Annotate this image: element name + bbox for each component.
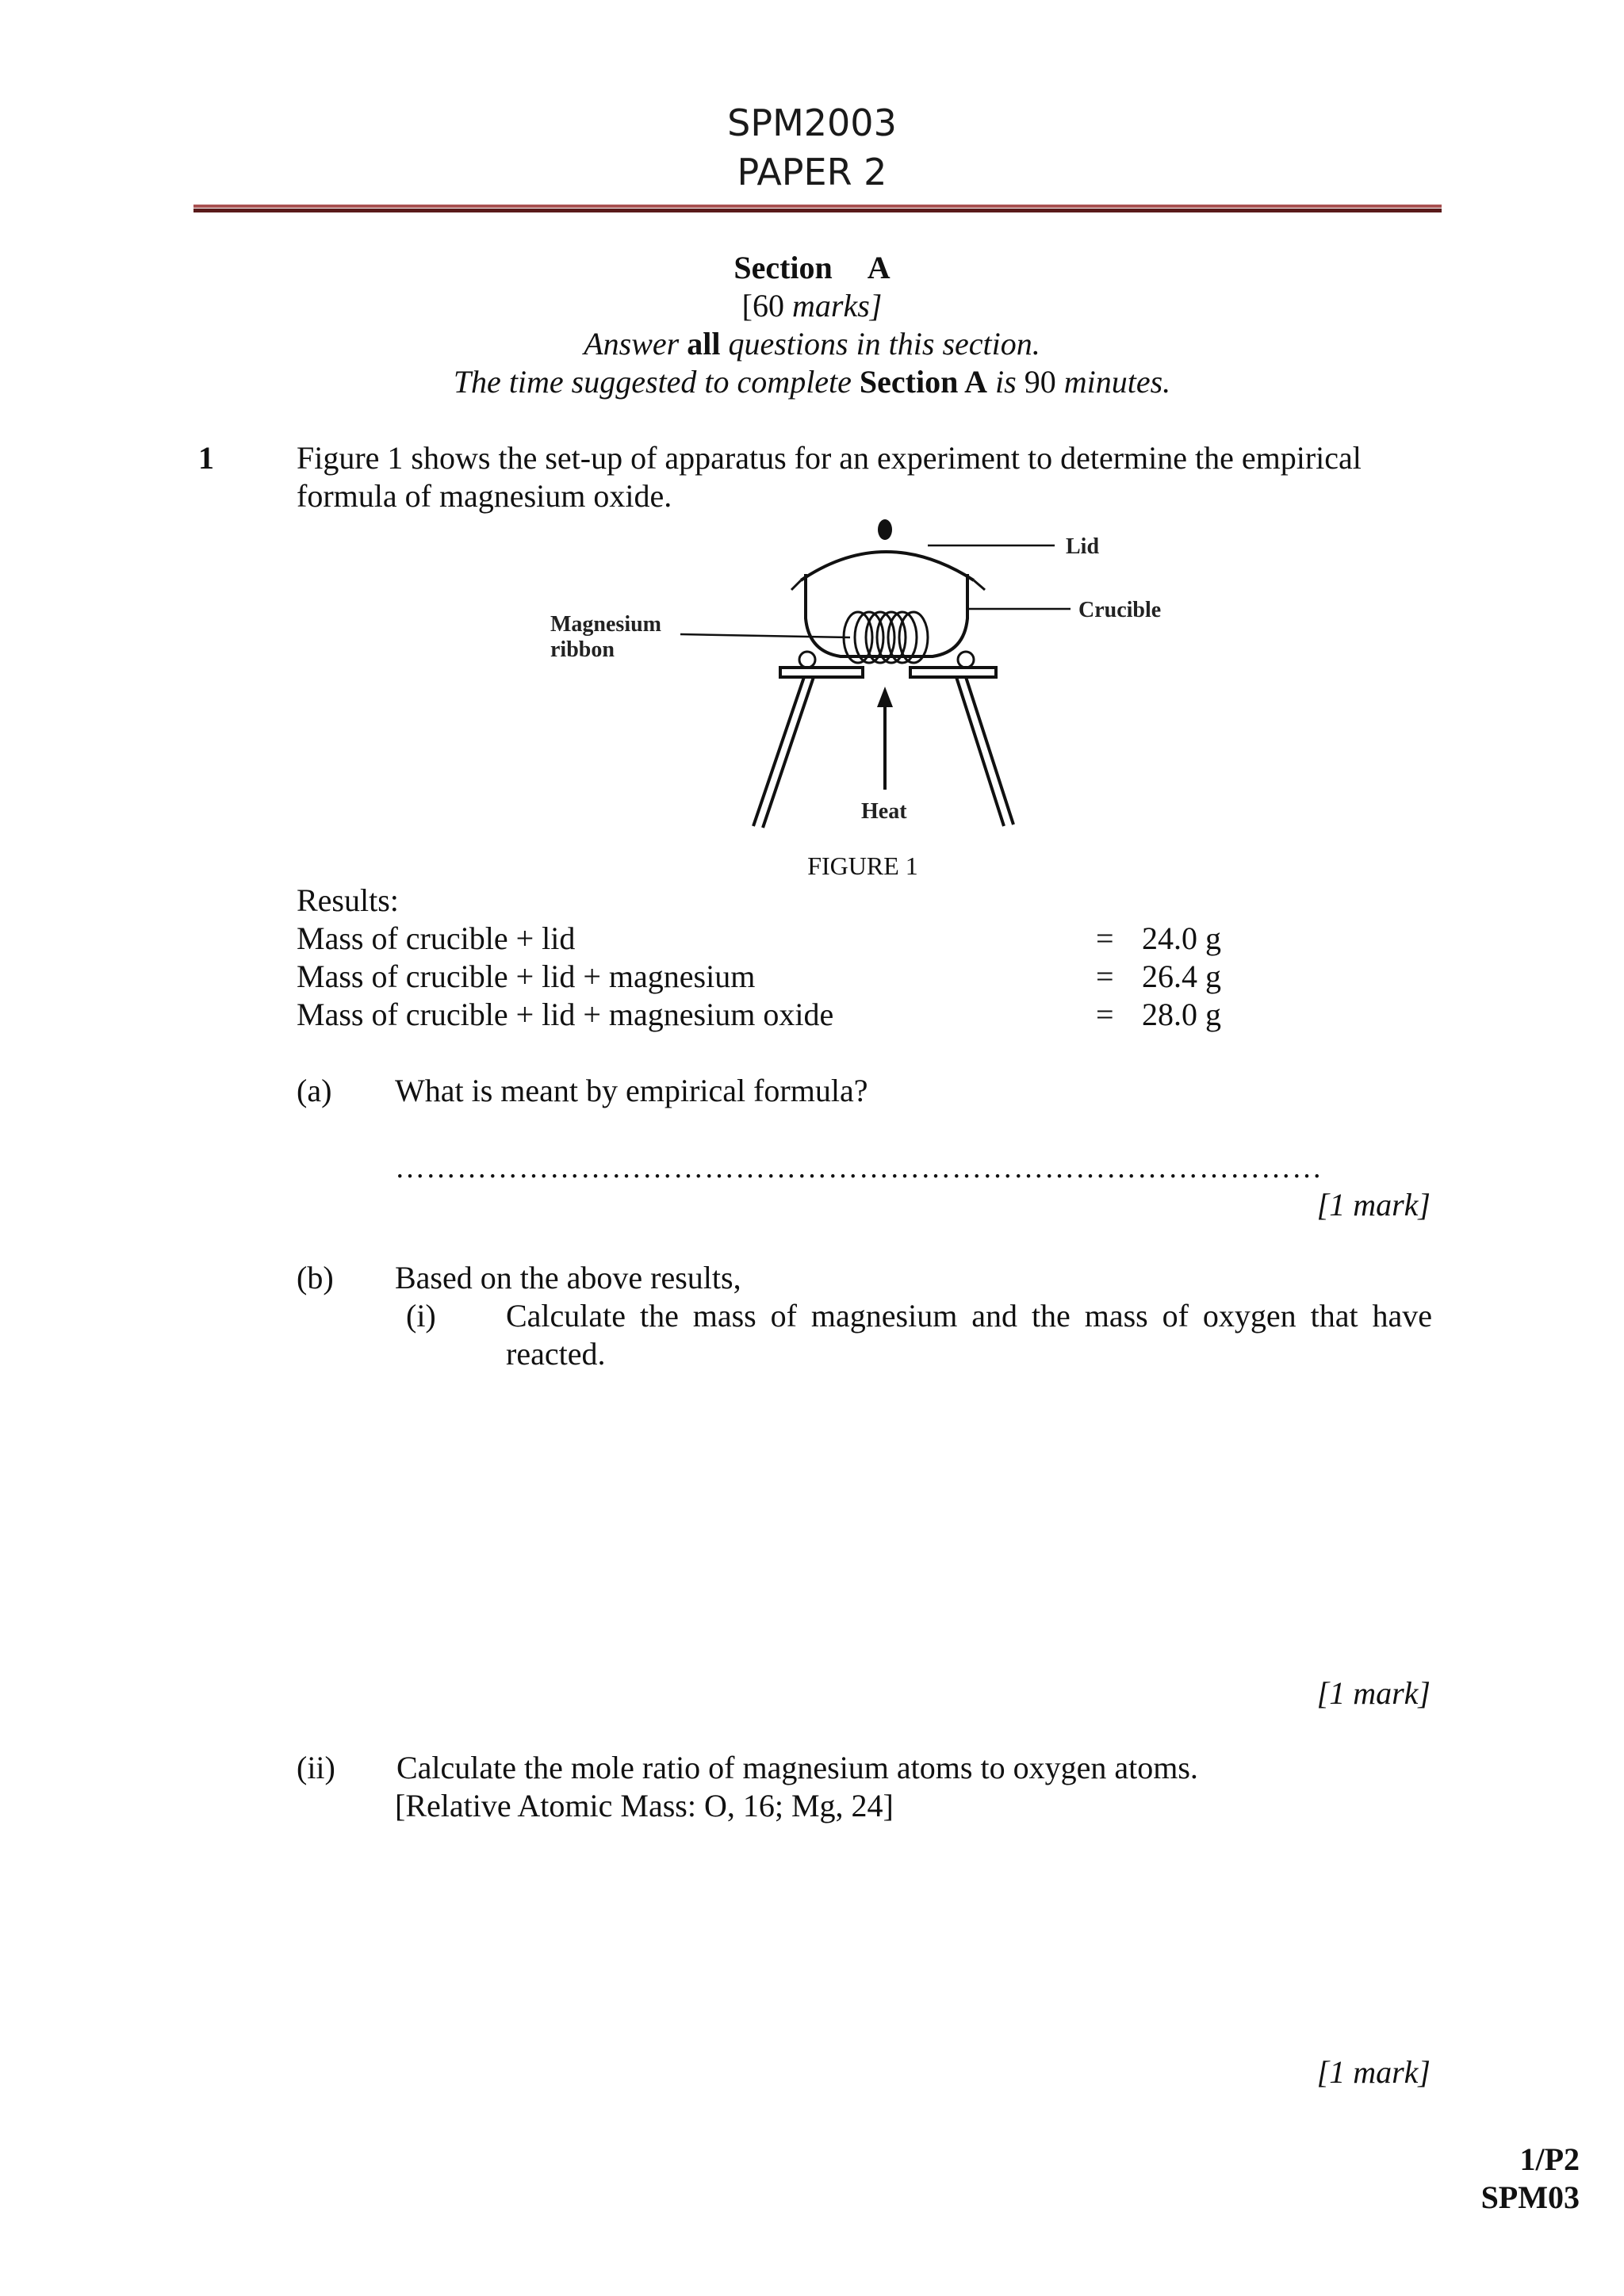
part-a-label: (a) — [297, 1073, 332, 1108]
figure-caption: FIGURE 1 — [807, 851, 918, 880]
results-row-3-eq: = — [1096, 997, 1114, 1032]
label-crucible: Crucible — [1078, 598, 1162, 622]
lid-right-rim — [974, 580, 985, 590]
paper-title: SPM2003 — [727, 101, 897, 144]
paper-subtitle: PAPER 2 — [737, 151, 887, 193]
section-heading-word: Section — [733, 250, 833, 285]
part-a-question: What is meant by empirical formula? — [395, 1073, 868, 1108]
tripod-leg-right — [956, 677, 1013, 826]
section-time — [0, 363, 1624, 401]
question-intro-line1: Figure 1 shows the set-up of apparatus for an experiment to determine the empirical — [297, 440, 1362, 476]
results-row-3-label: Mass of crucible + lid + magnesium oxide — [297, 997, 834, 1032]
label-magnesium-line2: ribbon — [550, 637, 615, 662]
section-marks-open: [60 — [741, 288, 792, 323]
apparatus-figure — [539, 507, 1205, 856]
part-b-i-marks: [1 mark] — [1316, 1675, 1431, 1711]
section-marks-italic: marks] — [791, 288, 883, 323]
pipeclay-bead-right — [958, 652, 974, 668]
results-row-1-value: 24.0 g — [1142, 920, 1221, 956]
header-rule-top — [193, 205, 1442, 208]
magnesium-leader-line — [680, 634, 850, 637]
time-number: 90 — [1024, 364, 1056, 400]
label-heat: Heat — [861, 799, 907, 824]
section-marks — [0, 287, 1624, 325]
footer-code-line1: 1/P2 — [1519, 2141, 1580, 2177]
part-b-ii-label: (ii) — [297, 1750, 335, 1785]
lid-left-rim — [791, 580, 801, 590]
part-a-answer-line[interactable]: ……………………………………………………………………………… — [395, 1151, 1323, 1184]
time-part1: The time suggested to complete — [453, 364, 860, 400]
part-b-label: (b) — [297, 1260, 334, 1295]
question-intro-line2: formula of magnesium oxide. — [297, 478, 672, 514]
results-row-3-value: 28.0 g — [1142, 997, 1221, 1032]
label-lid: Lid — [1066, 534, 1100, 559]
part-b-ii-line2: [Relative Atomic Mass: O, 16; Mg, 24] — [395, 1788, 894, 1823]
time-part3: minutes. — [1055, 364, 1171, 400]
section-instruction — [0, 325, 1624, 363]
heat-arrow-head — [877, 687, 893, 707]
part-a-marks: [1 mark] — [1316, 1187, 1431, 1223]
section-heading-letter: A — [867, 250, 891, 285]
part-b-ii-marks: [1 mark] — [1316, 2054, 1431, 2090]
time-part2: is — [987, 364, 1025, 400]
label-magnesium-line1: Magnesium — [550, 612, 661, 637]
tripod-top-left — [780, 668, 863, 677]
results-row-1-label: Mass of crucible + lid — [297, 920, 576, 956]
results-row-2-value: 26.4 g — [1142, 959, 1221, 994]
header-rule-bottom — [193, 209, 1442, 212]
pipeclay-bead-left — [799, 652, 815, 668]
results-row-1-eq: = — [1096, 920, 1114, 956]
results-row-2-eq: = — [1096, 959, 1114, 994]
results-row-2-label: Mass of crucible + lid + magnesium — [297, 959, 756, 994]
footer-code-line2: SPM03 — [1480, 2179, 1580, 2215]
question-number: 1 — [198, 440, 214, 476]
results-heading: Results: — [297, 882, 399, 918]
section-heading — [0, 249, 1624, 287]
instruction-part2: questions in this section. — [720, 326, 1040, 362]
part-b-ii-answer-space[interactable] — [395, 1831, 1426, 2053]
part-b-ii-line1: Calculate the mole ratio of magnesium atoms to oxygen atoms. — [396, 1750, 1198, 1785]
part-b-i-line2: reacted. — [506, 1336, 606, 1372]
part-b-text: Based on the above results, — [395, 1260, 741, 1295]
time-bold: Section A — [859, 364, 988, 400]
part-b-i-label: (i) — [406, 1298, 436, 1334]
lid-shape — [801, 552, 974, 580]
tripod-leg-left — [753, 677, 814, 828]
tripod-top-right — [910, 668, 996, 677]
instruction-bold: all — [687, 326, 721, 362]
part-b-i-answer-space[interactable] — [395, 1380, 1426, 1665]
instruction-part1: Answer — [584, 326, 688, 362]
part-b-i-line1: Calculate the mass of magnesium and the mass of oxygen that have — [506, 1298, 1432, 1334]
lid-knob — [878, 519, 892, 540]
